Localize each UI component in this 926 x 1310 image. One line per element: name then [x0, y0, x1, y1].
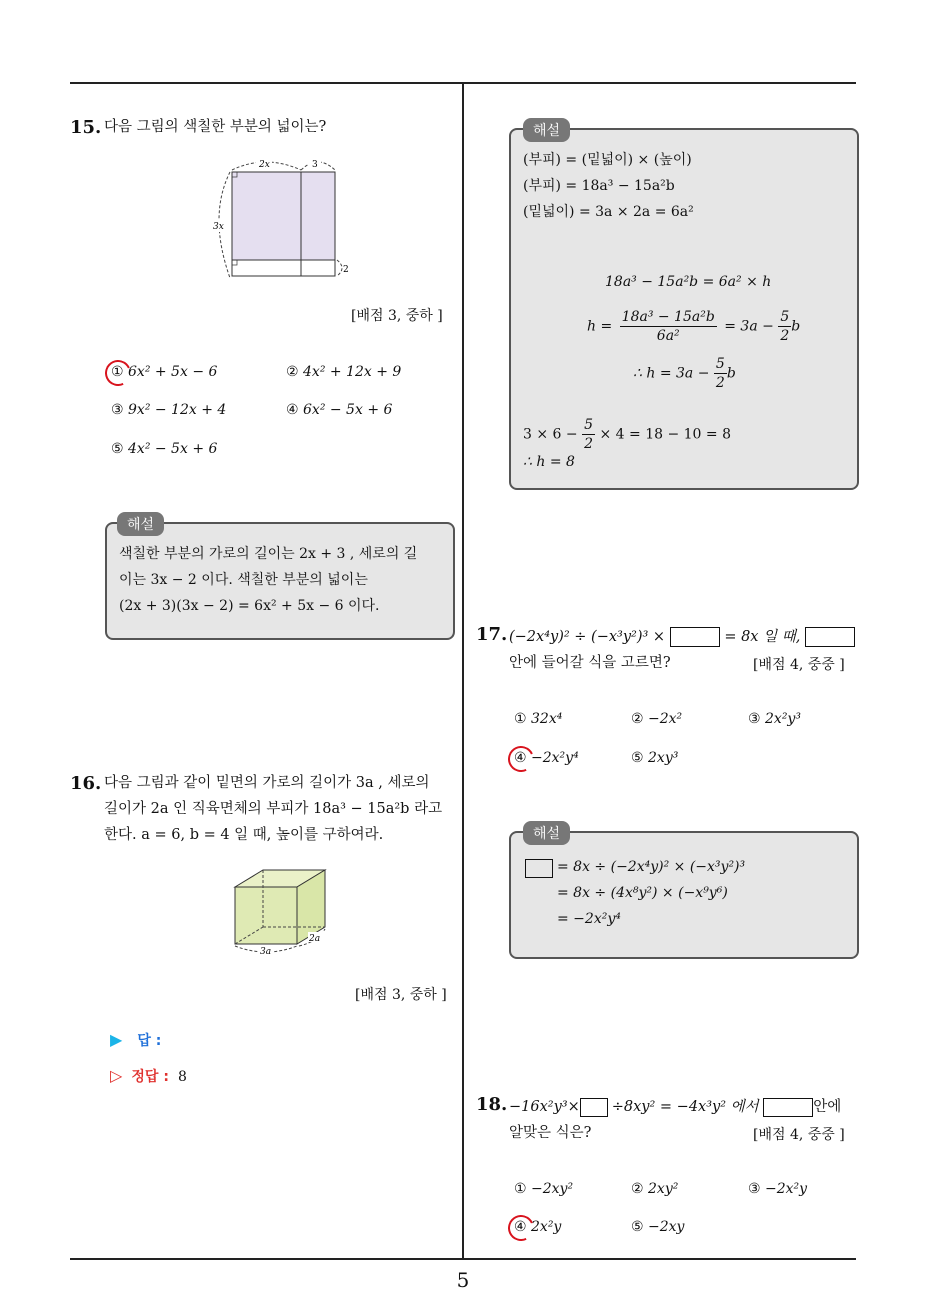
eq4-lhs: 3 × 6 − [523, 426, 578, 443]
q18-text [509, 1094, 841, 1120]
q17-expr: (−2x⁴y)² ÷ (−x³y²)³ × [509, 629, 666, 645]
solution-line: = 8x ÷ (−2x⁴y)² × (−x³y²)³ [557, 859, 746, 875]
blank-box [525, 859, 553, 878]
choice-expr: 9x² − 12x + 4 [128, 402, 227, 418]
q18-choice-2[interactable] [631, 1181, 678, 1197]
choice-mark: ① [111, 364, 124, 380]
answer-label: 답 : [137, 1033, 162, 1049]
eq4-den: 2 [584, 436, 594, 452]
choice-expr: 2xy³ [648, 750, 679, 766]
q16-answer-row [110, 1030, 161, 1050]
q16-number: 16. [70, 773, 102, 794]
q15-text: 다음 그림의 색칠한 부분의 넓이는? [104, 119, 327, 135]
solution-eq1: 18a³ − 15a²b = 6a² × h [605, 274, 772, 290]
choice-expr: 2x²y [531, 1219, 562, 1235]
q17-choice-2[interactable] [631, 711, 682, 727]
choice-expr: 6x² − 5x + 6 [303, 402, 393, 418]
solution-line: 색칠한 부분의 가로의 길이는 2x + 3 , 세로의 길 [119, 546, 418, 562]
solution-line: (부피) = 18a³ − 15a²b [523, 178, 675, 194]
answer-circle-icon [504, 742, 537, 775]
q17-line2: 안에 들어갈 식을 고르면? [509, 655, 671, 671]
choice-expr: −2x² [648, 711, 683, 727]
q15-figure [205, 150, 355, 285]
q17-choice-3[interactable] [748, 711, 801, 727]
choice-mark: ③ [748, 711, 761, 727]
q18-choice-1[interactable] [514, 1181, 573, 1197]
q16-label-2a: 2a [309, 934, 321, 944]
q15-label-2: 2 [343, 265, 349, 275]
choice-mark: ④ [514, 1219, 527, 1235]
choice-mark: ④ [514, 750, 527, 766]
eq2-end: b [791, 318, 801, 335]
q18-expr-b: ÷8xy² = −4x³y² 에서 [611, 1099, 759, 1115]
choice-expr: 2xy² [648, 1181, 679, 1197]
q18-line2: 알맞은 식은? [509, 1125, 592, 1141]
eq2-denominator: 6a² [656, 328, 680, 344]
q15-solution-box [105, 517, 455, 640]
answer-circle-icon [101, 356, 134, 389]
q15-choice-5[interactable] [111, 441, 217, 457]
q18-expr-a: −16x²y³× [509, 1099, 580, 1115]
choice-expr: 4x² − 5x + 6 [128, 441, 218, 457]
choice-expr: −2x²y [765, 1181, 808, 1197]
eq3-lhs: ∴ h = 3a − [633, 365, 710, 382]
blank-box [805, 627, 855, 647]
solution-line: (2x + 3)(3x − 2) = 6x² + 5x − 6 이다. [119, 598, 380, 614]
q15-choice-4[interactable] [286, 402, 392, 418]
q15-choice-2[interactable] [286, 364, 401, 380]
blank-box [670, 627, 720, 647]
outline-arrow-icon: ▷ [110, 1066, 123, 1085]
q16-solution-box [509, 123, 859, 490]
q17-meta: [배점 4, 중중 ] [753, 657, 845, 673]
blank-box [763, 1098, 813, 1117]
choice-mark: ④ [286, 402, 299, 418]
q16-text-line: 한다. a = 6, b = 4 일 때, 높이를 구하여라. [104, 827, 384, 843]
bottom-rule [70, 1258, 856, 1260]
eq3-fraction [714, 355, 727, 392]
q15-number: 15. [70, 117, 102, 138]
solution-tag: 해설 [523, 118, 570, 142]
solution-eq5: ∴ h = 8 [523, 454, 575, 470]
q18-choice-5[interactable] [631, 1219, 684, 1235]
q18-meta: [배점 4, 중중 ] [753, 1127, 845, 1143]
blank-box [580, 1098, 608, 1117]
page-number: 5 [456, 1268, 470, 1292]
q17-number: 17. [476, 624, 508, 645]
q17-choice-5[interactable] [631, 750, 678, 766]
eq2-fraction [620, 308, 717, 345]
choice-mark: ② [286, 364, 299, 380]
choice-mark: ⑤ [631, 750, 644, 766]
column-divider [462, 84, 464, 1258]
q16-meta: [배점 3, 중하 ] [355, 987, 447, 1003]
choice-expr: −2xy² [531, 1181, 574, 1197]
correct-value: 8 [178, 1069, 187, 1085]
solution-eq3 [633, 355, 736, 392]
solution-line: 이는 3x − 2 이다. 색칠한 부분의 넓이는 [119, 572, 368, 588]
q15-meta: [배점 3, 중하 ] [351, 308, 443, 324]
q15-choice-3[interactable] [111, 402, 226, 418]
eq2-small-num: 5 [780, 309, 790, 325]
q18-choice-3[interactable] [748, 1181, 807, 1197]
choice-expr: −2x²y⁴ [531, 750, 579, 766]
solution-eq2 [587, 308, 800, 345]
choice-expr: −2xy [648, 1219, 685, 1235]
choice-expr: 4x² + 12x + 9 [303, 364, 402, 380]
choice-mark: ① [514, 711, 527, 727]
choice-expr: 2x²y³ [765, 711, 801, 727]
q16-text-line: 다음 그림과 같이 밑면의 가로의 길이가 3a , 세로의 [104, 775, 430, 791]
eq4-num: 5 [584, 417, 594, 433]
choice-mark: ① [514, 1181, 527, 1197]
solution-line: = 8x ÷ (4x⁸y²) × (−x⁹y⁶) [557, 885, 728, 901]
eq2-mid: = 3a − [724, 318, 774, 335]
solution-tag: 해설 [117, 512, 164, 536]
q17-expr-post: = 8x 일 때, [724, 629, 801, 645]
play-arrow-icon: ▶ [110, 1030, 123, 1049]
eq2-numerator: 18a³ − 15a²b [621, 309, 715, 325]
choice-mark: ③ [111, 402, 124, 418]
correct-label: 정답 : [131, 1069, 169, 1085]
q17-choice-1[interactable] [514, 711, 562, 727]
eq3-end: b [726, 365, 736, 382]
eq2-small-fraction [778, 308, 791, 345]
eq3-num: 5 [715, 356, 725, 372]
q18-expr-c: 안에 [813, 1099, 842, 1115]
q16-label-3a: 3a [260, 947, 272, 957]
q17-solution-box [509, 826, 859, 959]
eq3-den: 2 [715, 375, 725, 391]
choice-mark: ③ [748, 1181, 761, 1197]
choice-expr: 6x² + 5x − 6 [128, 364, 218, 380]
solution-line: (밑넓이) = 3a × 2a = 6a² [523, 204, 694, 220]
choice-mark: ⑤ [631, 1219, 644, 1235]
q17-text [509, 624, 855, 650]
choice-mark: ② [631, 711, 644, 727]
choice-mark: ② [631, 1181, 644, 1197]
choice-mark: ⑤ [111, 441, 124, 457]
eq2-lhs: h = [587, 318, 613, 335]
q15-label-3x: 3x [213, 222, 224, 232]
answer-circle-icon [504, 1211, 537, 1244]
q15-label-2x: 2x [259, 160, 270, 170]
solution-line: = −2x²y⁴ [557, 911, 621, 927]
solution-line: (부피) = (밑넓이) × (높이) [523, 152, 692, 168]
solution-eq4 [523, 416, 731, 453]
eq4-fraction [582, 416, 595, 453]
choice-expr: 32x⁴ [531, 711, 563, 727]
eq4-end: × 4 = 18 − 10 = 8 [599, 426, 731, 443]
q15-label-3: 3 [312, 160, 318, 170]
eq2-small-den: 2 [780, 328, 790, 344]
q18-number: 18. [476, 1094, 508, 1115]
q16-cuboid-figure [225, 862, 340, 957]
solution-tag: 해설 [523, 821, 570, 845]
q16-text-line: 길이가 2a 인 직육면체의 부피가 18a³ − 15a²b 라고 [104, 801, 443, 817]
q16-correct-row [110, 1066, 187, 1086]
